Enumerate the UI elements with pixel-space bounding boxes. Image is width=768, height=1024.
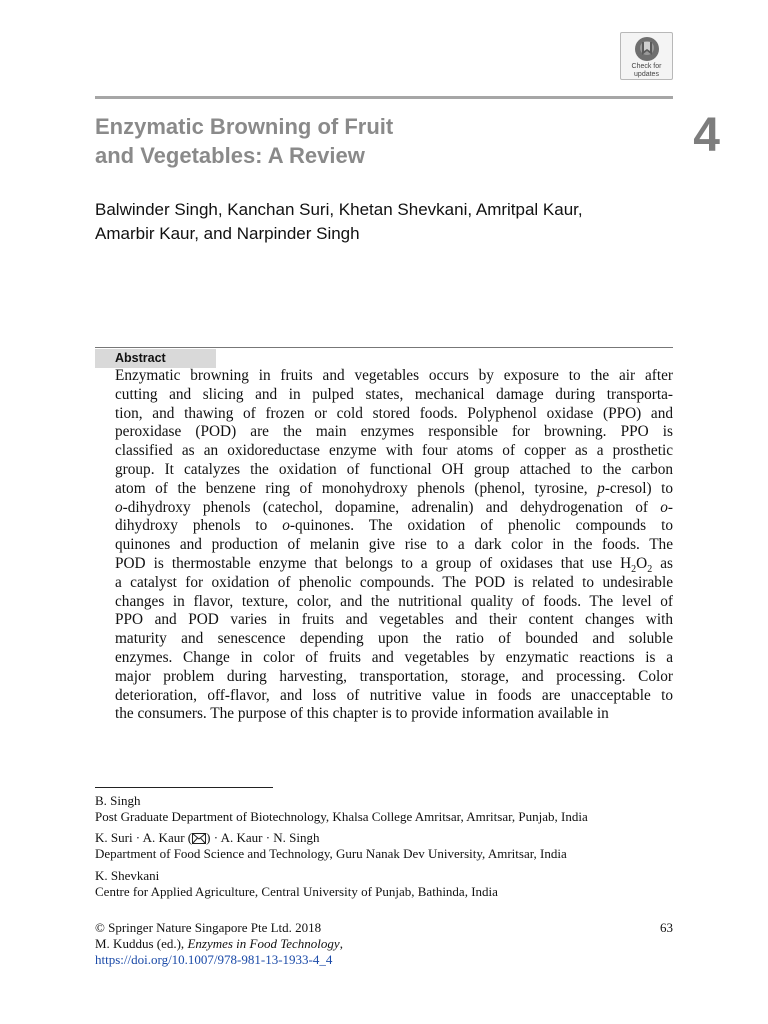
abstract-line: changes in flavor, texture, color, and the nutritional quality of foods. The level of [115,592,673,610]
affiliation-dept: Centre for Applied Agriculture, Central University of Punjab, Bathinda, India [95,884,498,899]
abstract-line: o-dihydroxy phenols (catechol, dopamine, adrenalin) and dehydrogenation of o- [115,498,673,516]
abstract-line: cutting and slicing and in pulped states, mechanical damage during transporta- [115,385,673,403]
title-line-1: Enzymatic Browning of Fruit [95,114,394,139]
check-for-updates-badge[interactable] [620,32,673,80]
copyright-notice: © Springer Nature Singapore Pte Ltd. 2018 [95,920,322,935]
abstract-line: a catalyst for oxidation of phenolic compounds. The POD is related to undesirable [115,573,673,591]
chapter-title [95,112,555,170]
badge-line-1: Check for [631,63,662,70]
abstract-line: POD is thermostable enzyme that belongs to a group of oxidases that use $H_2O_2$ as [115,554,673,576]
abstract-rule [95,347,673,348]
abstract-body [115,367,673,724]
affiliation-names: B. Singh [95,793,141,808]
affiliation-names: K. Suri · A. Kaur ( ) · A. Kaur · N. Singh [95,830,320,845]
affiliation [95,830,695,862]
affiliation [95,868,695,900]
footnote-rule [95,787,273,788]
bookmark-check-icon [634,36,660,62]
affiliation-names: K. Shevkani [95,868,160,883]
abstract-label: Abstract [95,349,216,368]
affiliation-dept: Post Graduate Department of Biotechnology, Khalsa College Amritsar, Amritsar, Punjab, India [95,809,588,824]
abstract-line: Enzymatic browning in fruits and vegetables occurs by exposure to the air after [115,367,673,384]
doi-link[interactable]: https://doi.org/10.1007/978-981-13-1933-4_4 [95,952,333,967]
abstract-line: atom of the benzene ring of monohydroxy phenols (phenol, tyrosine, p-cresol) to [115,479,673,497]
author-list [95,198,685,246]
abstract-line: quinones and production of melanin give rise to a dark color in the foods. The [115,536,673,554]
abstract-line: major problem during harvesting, transportation, storage, and processing. Color [115,667,673,685]
abstract-line: classified as an oxidoreductase enzyme with four atoms of copper as a prosthetic [115,442,673,460]
abstract-line: PPO and POD varies in fruits and vegetables and their content changes with [115,611,673,629]
abstract-line: dihydroxy phenols to o-quinones. The oxidation of phenolic compounds to [115,517,673,535]
affiliation-dept: Department of Food Science and Technology, Guru Nanak Dev University, Amritsar, India [95,846,567,861]
abstract-line: tion, and thawing of frozen or cold stored foods. Polyphenol oxidase (PPO) and [115,404,673,422]
header-rule [95,96,673,99]
abstract-line: group. It catalyzes the oxidation of functional OH group attached to the carbon [115,460,673,478]
badge-line-2: updates [634,71,659,78]
affiliation [95,793,695,825]
abstract-line: deterioration, off-flavor, and loss of nutritive value in foods are unacceptable to [115,686,673,704]
authors-line-1: Balwinder Singh, Kanchan Suri, Khetan Shevkani, Amritpal Kaur, [95,200,583,219]
abstract-line: enzymes. Change in color of fruits and vegetables by enzymatic reactions is a [115,648,673,666]
book-citation: M. Kuddus (ed.), Enzymes in Food Technology, [95,936,343,951]
abstract-line: maturity and senescence depending upon the ratio of bounded and soluble [115,630,673,648]
page-number: 63 [660,920,673,935]
abstract-line: the consumers. The purpose of this chapter is to provide information available in [115,705,609,723]
title-line-2: and Vegetables: A Review [95,143,365,168]
chapter-number: 4 [693,109,720,162]
authors-line-2: Amarbir Kaur, and Narpinder Singh [95,224,360,243]
abstract-line: peroxidase (POD) are the main enzymes responsible for browning. PPO is [115,423,673,441]
envelope-icon[interactable] [192,833,206,844]
copyright-block [95,920,595,968]
